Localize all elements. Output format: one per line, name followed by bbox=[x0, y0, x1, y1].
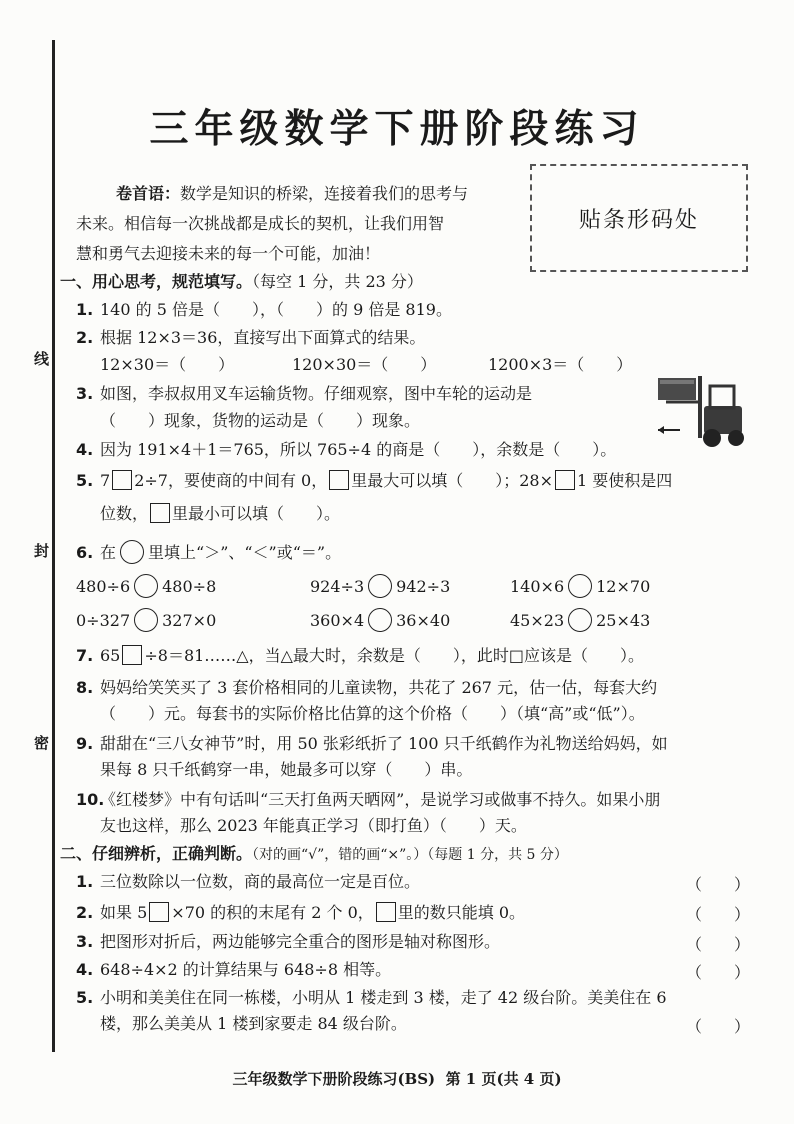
compare-right: 36×40 bbox=[396, 611, 451, 630]
q1-8-text-1: 妈妈给笑笑买了 3 套价格相同的儿童读物，共花了 267 元，估一估，每套大约 bbox=[100, 678, 658, 697]
forklift-image bbox=[656, 372, 748, 450]
q1-5-line2b: 里最小可以填（ ）。 bbox=[172, 504, 341, 523]
q1-7 bbox=[76, 645, 644, 666]
preface-text-1: 数学是知识的桥梁，连接着我们的思考与 bbox=[180, 184, 469, 203]
preface-line-1 bbox=[116, 184, 468, 204]
q1-5-p3: 里最大可以填（ ）；28× bbox=[351, 471, 554, 490]
preface-line-2: 未来。相信每一次挑战都是成长的契机，让我们用智 bbox=[76, 214, 445, 233]
compare-circle bbox=[120, 540, 144, 564]
answer-paren[interactable]: （ ） bbox=[686, 905, 751, 924]
q2-2-num: 2. bbox=[76, 903, 94, 922]
compare-1-3 bbox=[510, 574, 650, 598]
q2-4-num: 4. bbox=[76, 960, 94, 979]
q1-5-p4: 1 要使积是四 bbox=[577, 471, 673, 490]
compare-2-2 bbox=[310, 608, 450, 632]
q1-1-text: 140 的 5 倍是（ ），（ ）的 9 倍是 819。 bbox=[100, 300, 452, 319]
q2-2-p2: ×70 的积的末尾有 2 个 0， bbox=[171, 903, 374, 922]
q2-4 bbox=[76, 960, 391, 980]
compare-left: 360×4 bbox=[310, 611, 365, 630]
compare-left: 924÷3 bbox=[310, 577, 365, 596]
q2-3-text: 把图形对折后，两边能够完全重合的图形是轴对称图形。 bbox=[100, 932, 501, 951]
compare-2-1 bbox=[76, 608, 216, 632]
q1-7-num: 7. bbox=[76, 646, 94, 665]
compare-left: 480÷6 bbox=[76, 577, 131, 596]
q1-10-text-1: 《红楼梦》中有句话叫“三天打鱼两天晒网”，是说学习或做事不持久。如果小朋 bbox=[100, 790, 661, 809]
q1-9-text-1: 甜甜在“三八女神节”时，用 50 张彩纸折了 100 只千纸鹤作为礼物送给妈妈，如 bbox=[100, 734, 668, 753]
blank-box[interactable] bbox=[555, 470, 575, 490]
q1-3-num: 3. bbox=[76, 384, 94, 403]
answer-paren[interactable]: （ ） bbox=[686, 875, 751, 894]
section2-note: （对的画“√”，错的画“×”。）（每题 1 分，共 5 分） bbox=[252, 847, 568, 863]
compare-1-1 bbox=[76, 574, 216, 598]
q2-3 bbox=[76, 932, 500, 952]
blank-box[interactable] bbox=[149, 902, 169, 922]
q1-5-num: 5. bbox=[76, 471, 94, 490]
q1-8-num: 8. bbox=[76, 678, 94, 697]
q1-10-num: 10. bbox=[76, 790, 105, 809]
q2-5-text-2: 楼，那么美美从 1 楼到家要走 84 级台阶。 bbox=[100, 1014, 407, 1033]
section1-heading-line bbox=[60, 272, 423, 292]
q1-3-text-1: 如图，李叔叔用叉车运输货物。仔细观察，图中车轮的运动是 bbox=[100, 384, 533, 403]
blank-box[interactable] bbox=[376, 902, 396, 922]
q2-5-text-1: 小明和美美住在同一栋楼，小明从 1 楼走到 3 楼，走了 42 级台阶。美美住在 6 bbox=[100, 988, 667, 1007]
q2-5-num: 5. bbox=[76, 988, 94, 1007]
motion-arrow-head bbox=[658, 426, 664, 434]
q2-3-num: 3. bbox=[76, 932, 94, 951]
section1-note: （每空 1 分，共 23 分） bbox=[252, 272, 423, 291]
compare-circle[interactable] bbox=[134, 574, 158, 598]
q1-5 bbox=[76, 470, 672, 491]
compare-right: 25×43 bbox=[596, 611, 651, 630]
q1-2-text: 根据 12×3＝36，直接写出下面算式的结果。 bbox=[100, 328, 426, 347]
q1-3-text-2: （ ）现象，货物的运动是（ ）现象。 bbox=[100, 411, 421, 430]
q1-2-c: 1200×3＝（ ） bbox=[488, 355, 633, 374]
compare-right: 327×0 bbox=[162, 611, 217, 630]
q2-5 bbox=[76, 988, 667, 1008]
q1-9-num: 9. bbox=[76, 734, 94, 753]
q1-6-text-b: 里填上“＞”、“＜”或“＝”。 bbox=[148, 543, 342, 562]
q2-2 bbox=[76, 902, 525, 923]
q1-5-line2 bbox=[100, 503, 340, 524]
page-title: 三年级数学下册阶段练习 bbox=[149, 107, 645, 152]
q1-2-b: 120×30＝（ ） bbox=[292, 355, 437, 374]
blank-box[interactable] bbox=[150, 503, 170, 523]
compare-1-2 bbox=[310, 574, 450, 598]
q1-1 bbox=[76, 300, 452, 320]
q1-10 bbox=[76, 790, 660, 810]
q1-5-line2a: 位数， bbox=[100, 504, 149, 523]
margin-label-feng: 封 bbox=[34, 542, 50, 560]
q1-7-p1: 65 bbox=[100, 646, 121, 665]
preface-line-3: 慧和勇气去迎接未来的每一个可能，加油！ bbox=[76, 244, 381, 263]
blank-box[interactable] bbox=[112, 470, 132, 490]
compare-right: 480÷8 bbox=[162, 577, 217, 596]
q2-2-p3: 里的数只能填 0。 bbox=[397, 903, 526, 922]
binding-line bbox=[52, 40, 55, 1052]
page-footer: 三年级数学下册阶段练习(BS) 第 1 页(共 4 页) bbox=[232, 1070, 562, 1088]
q1-3 bbox=[76, 384, 532, 404]
q1-4 bbox=[76, 440, 616, 460]
compare-circle[interactable] bbox=[568, 608, 592, 632]
q1-9 bbox=[76, 734, 668, 754]
q1-8-text-2: （ ）元。每套书的实际价格比估算的这个价格（ ）（填“高”或“低”）。 bbox=[100, 704, 645, 723]
q1-1-num: 1. bbox=[76, 300, 94, 319]
q1-10-text-2: 友也这样，那么 2023 年能真正学习（即打鱼）（ ）天。 bbox=[100, 816, 527, 835]
answer-paren[interactable]: （ ） bbox=[686, 1017, 751, 1036]
q1-5-p2: 2÷7，要使商的中间有 0， bbox=[134, 471, 328, 490]
q1-7-p2: ÷8＝81……△，当△最大时，余数是（ ），此时□应该是（ ）。 bbox=[144, 646, 645, 665]
compare-circle[interactable] bbox=[368, 574, 392, 598]
compare-circle[interactable] bbox=[568, 574, 592, 598]
forklift-cab bbox=[710, 386, 734, 408]
q2-1 bbox=[76, 872, 420, 892]
compare-circle[interactable] bbox=[134, 608, 158, 632]
cargo-stripe bbox=[660, 380, 694, 384]
blank-box[interactable] bbox=[122, 645, 142, 665]
q2-1-text: 三位数除以一位数，商的最高位一定是百位。 bbox=[100, 872, 421, 891]
barcode-area bbox=[530, 164, 748, 272]
forklift-wheel-back bbox=[728, 430, 744, 446]
barcode-label: 贴条形码处 bbox=[578, 207, 699, 233]
q1-6-num: 6. bbox=[76, 543, 94, 562]
q1-6-text-a: 在 bbox=[100, 543, 117, 562]
compare-left: 0÷327 bbox=[76, 611, 131, 630]
margin-label-xian: 线 bbox=[34, 350, 50, 368]
q1-2-a: 12×30＝（ ） bbox=[100, 355, 235, 374]
q1-8 bbox=[76, 678, 657, 698]
answer-paren[interactable]: （ ） bbox=[686, 963, 751, 982]
q2-4-text: 648÷4×2 的计算结果与 648÷8 相等。 bbox=[100, 960, 392, 979]
q1-6 bbox=[76, 540, 341, 564]
section2-heading-line bbox=[60, 844, 568, 865]
answer-paren[interactable]: （ ） bbox=[686, 935, 751, 954]
compare-left: 45×23 bbox=[510, 611, 565, 630]
preface-label: 卷首语： bbox=[116, 184, 181, 203]
q1-4-num: 4. bbox=[76, 440, 94, 459]
q2-1-num: 1. bbox=[76, 872, 94, 891]
q2-2-p1: 如果 5 bbox=[100, 903, 148, 922]
forklift-wheel-front bbox=[703, 429, 721, 447]
q1-9-text-2: 果每 8 只千纸鹤穿一串，她最多可以穿（ ）串。 bbox=[100, 760, 473, 779]
compare-2-3 bbox=[510, 608, 650, 632]
margin-label-mi: 密 bbox=[34, 734, 50, 752]
compare-right: 942÷3 bbox=[396, 577, 451, 596]
compare-right: 12×70 bbox=[596, 577, 651, 596]
section1-heading: 一、用心思考，规范填写。 bbox=[60, 272, 253, 291]
q1-5-p1: 7 bbox=[100, 471, 111, 490]
q1-2-num: 2. bbox=[76, 328, 94, 347]
blank-box[interactable] bbox=[329, 470, 349, 490]
q1-2 bbox=[76, 328, 425, 348]
compare-left: 140×6 bbox=[510, 577, 565, 596]
section2-heading: 二、仔细辨析，正确判断。 bbox=[60, 844, 253, 863]
q1-4-text: 因为 191×4＋1＝765，所以 765÷4 的商是（ ），余数是（ ）。 bbox=[100, 440, 617, 459]
compare-circle[interactable] bbox=[368, 608, 392, 632]
